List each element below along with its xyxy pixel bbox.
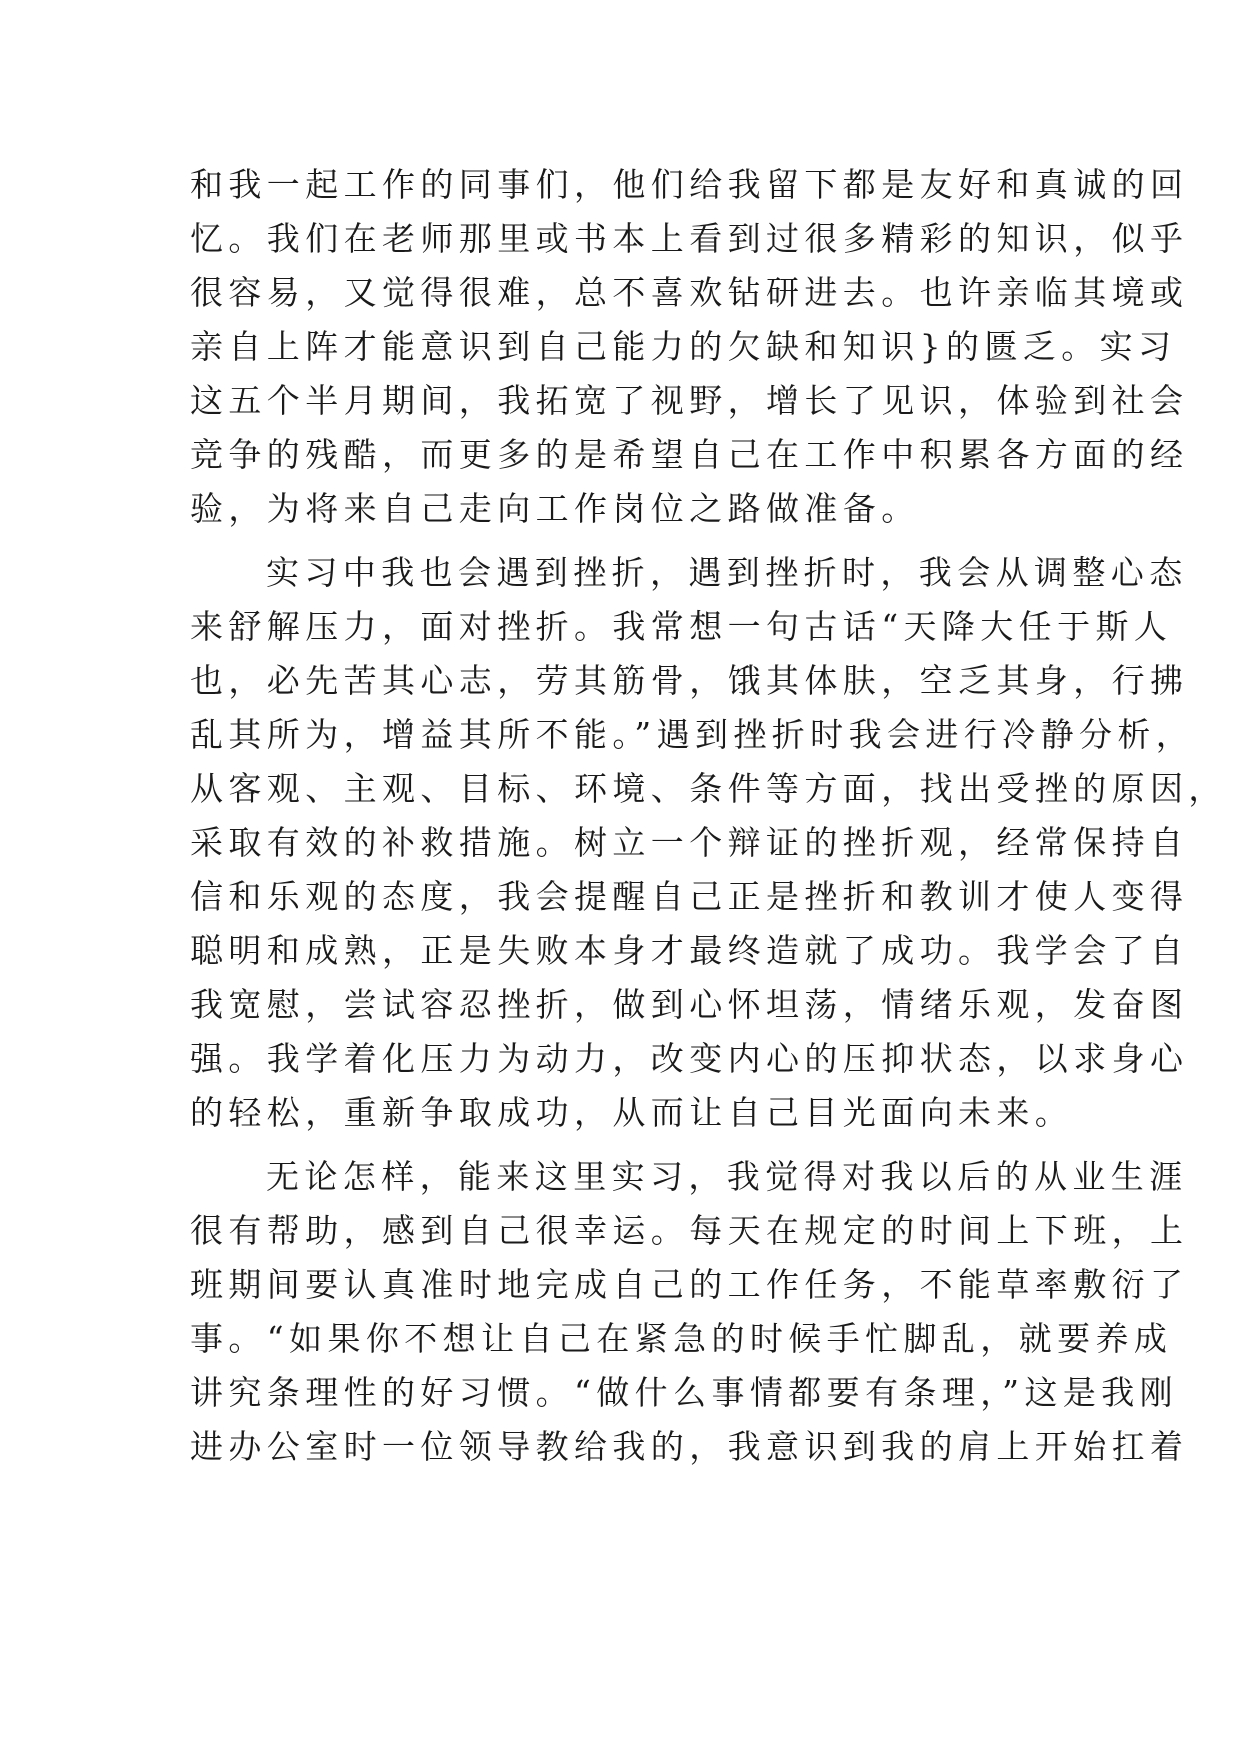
text-line: 乱其所为，增益其所不能。”遇到挫折时我会进行冷静分析， (190, 715, 1195, 754)
text-line: 也，必先苦其心志，劳其筋骨，饿其体肤，空乏其身，行拂 (190, 661, 1189, 700)
text-line: 信和乐观的态度，我会提醒自己正是挫折和教训才使人变得 (190, 877, 1189, 916)
paragraph-first-line: 无论怎样，能来这里实习，我觉得对我以后的从业生涯 (266, 1157, 1188, 1196)
text-line: 的轻松，重新争取成功，从而让自己目光面向未来。 (190, 1093, 1074, 1132)
text-line: 班期间要认真准时地完成自己的工作任务，不能草率敷衍了 (190, 1265, 1189, 1304)
text-line: 从客观、主观、目标、环境、条件等方面，找出受挫的原因， (190, 769, 1227, 808)
body-text (190, 158, 1227, 1474)
text-line: 和我一起工作的同事们，他们给我留下都是友好和真诚的回 (190, 165, 1189, 204)
text-line: 强。我学着化压力为动力，改变内心的压抑状态，以求身心 (190, 1039, 1189, 1078)
text-line: 事。“如果你不想让自己在紧急的时候手忙脚乱，就要养成 (190, 1319, 1173, 1358)
text-line: 很容易，又觉得很难，总不喜欢钻研进去。也许亲临其境或 (190, 273, 1189, 312)
text-line: 聪明和成熟，正是失败本身才最终造就了成功。我学会了自 (190, 931, 1189, 970)
text-line: 采取有效的补救措施。树立一个辩证的挫折观，经常保持自 (190, 823, 1189, 862)
text-line: 忆。我们在老师那里或书本上看到过很多精彩的知识，似乎 (190, 219, 1189, 258)
text-line: 这五个半月期间，我拓宽了视野，增长了见识，体验到社会 (190, 381, 1189, 420)
text-line: 竞争的残酷，而更多的是希望自己在工作中积累各方面的经 (190, 435, 1189, 474)
text-line: 很有帮助，感到自己很幸运。每天在规定的时间上下班，上 (190, 1211, 1189, 1250)
text-line: 进办公室时一位领导教给我的，我意识到我的肩上开始扛着 (190, 1427, 1189, 1466)
text-line: 讲究条理性的好习惯。“做什么事情都要有条理，”这是我刚 (190, 1373, 1179, 1412)
text-line: 我宽慰，尝试容忍挫折，做到心怀坦荡，情绪乐观，发奋图 (190, 985, 1189, 1024)
text-line: 验，为将来自己走向工作岗位之路做准备。 (190, 489, 920, 528)
text-line: 来舒解压力，面对挫折。我常想一句古话“天降大任于斯人 (190, 607, 1173, 646)
paragraph-first-line: 实习中我也会遇到挫折，遇到挫折时，我会从调整心态 (266, 553, 1188, 592)
text-line: 亲自上阵才能意识到自己能力的欠缺和知识}的匮乏。实习 (190, 327, 1177, 366)
